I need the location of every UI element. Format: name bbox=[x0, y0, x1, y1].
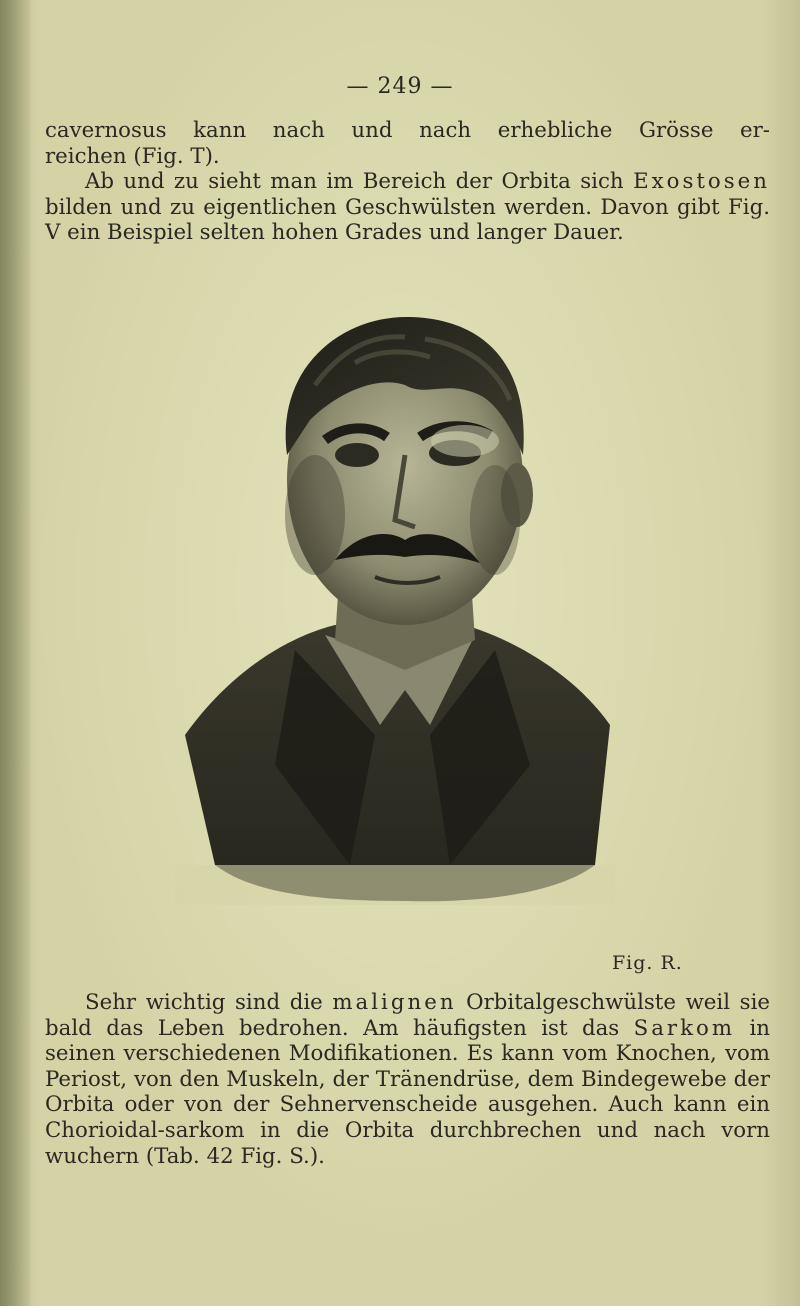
paragraph-start: Sehr wichtig sind die bbox=[85, 990, 333, 1015]
photo-bottom-fade bbox=[175, 865, 615, 905]
text-line-1: cavernosus kann nach und nach erhebliche Grösse er- bbox=[45, 118, 770, 143]
page-edge-shadow bbox=[0, 0, 30, 1306]
left-eye bbox=[335, 443, 379, 467]
paragraph-end: in seinen verschiedenen Modifikationen. Es kann vom Knochen, vom Periost, von den Muskeln, der Tränendrüse, dem Bindegewebe der Orbita oder von der Sehnervenscheide ausgehen. Auch kann ein Chorioidal-sarkom in die Orbita durchbrechen und nach vorn wuchern (Tab. 42 Fig. S.). bbox=[45, 1015, 770, 1169]
portrait-figure bbox=[175, 305, 615, 905]
top-paragraphs bbox=[45, 118, 770, 246]
exostosis-swelling bbox=[431, 425, 499, 457]
bottom-paragraph bbox=[45, 990, 770, 1169]
text-line bbox=[45, 118, 770, 144]
emphasis-malignen: malignen bbox=[332, 990, 457, 1015]
figure-caption: Fig. R. bbox=[612, 952, 683, 974]
cheek-shadow bbox=[470, 465, 520, 575]
paragraph-start: Ab und zu sieht man im Bereich der Orbita sich bbox=[85, 169, 624, 195]
page-number: — 249 — bbox=[346, 74, 454, 99]
paragraph-continuation: bilden und zu eigentlichen Geschwülsten werden. Davon gibt Fig. V ein Beispiel selten hohen Grades und langer Dauer. bbox=[45, 194, 770, 246]
text-line bbox=[45, 144, 770, 170]
cheek-shadow bbox=[285, 455, 345, 575]
malignant-tumors-paragraph bbox=[45, 990, 770, 1169]
emphasis-exostosen: Exostosen bbox=[633, 169, 770, 195]
text-line-2: reichen (Fig. T). bbox=[45, 143, 220, 169]
paragraph-middle: Orbitalgeschwülste weil sie bald das Leben bedrohen. Am häufigsten ist das bbox=[45, 990, 770, 1041]
emphasis-sarkom: Sarkom bbox=[633, 1015, 736, 1041]
exostosen-paragraph bbox=[45, 169, 770, 246]
portrait-illustration bbox=[175, 305, 615, 905]
